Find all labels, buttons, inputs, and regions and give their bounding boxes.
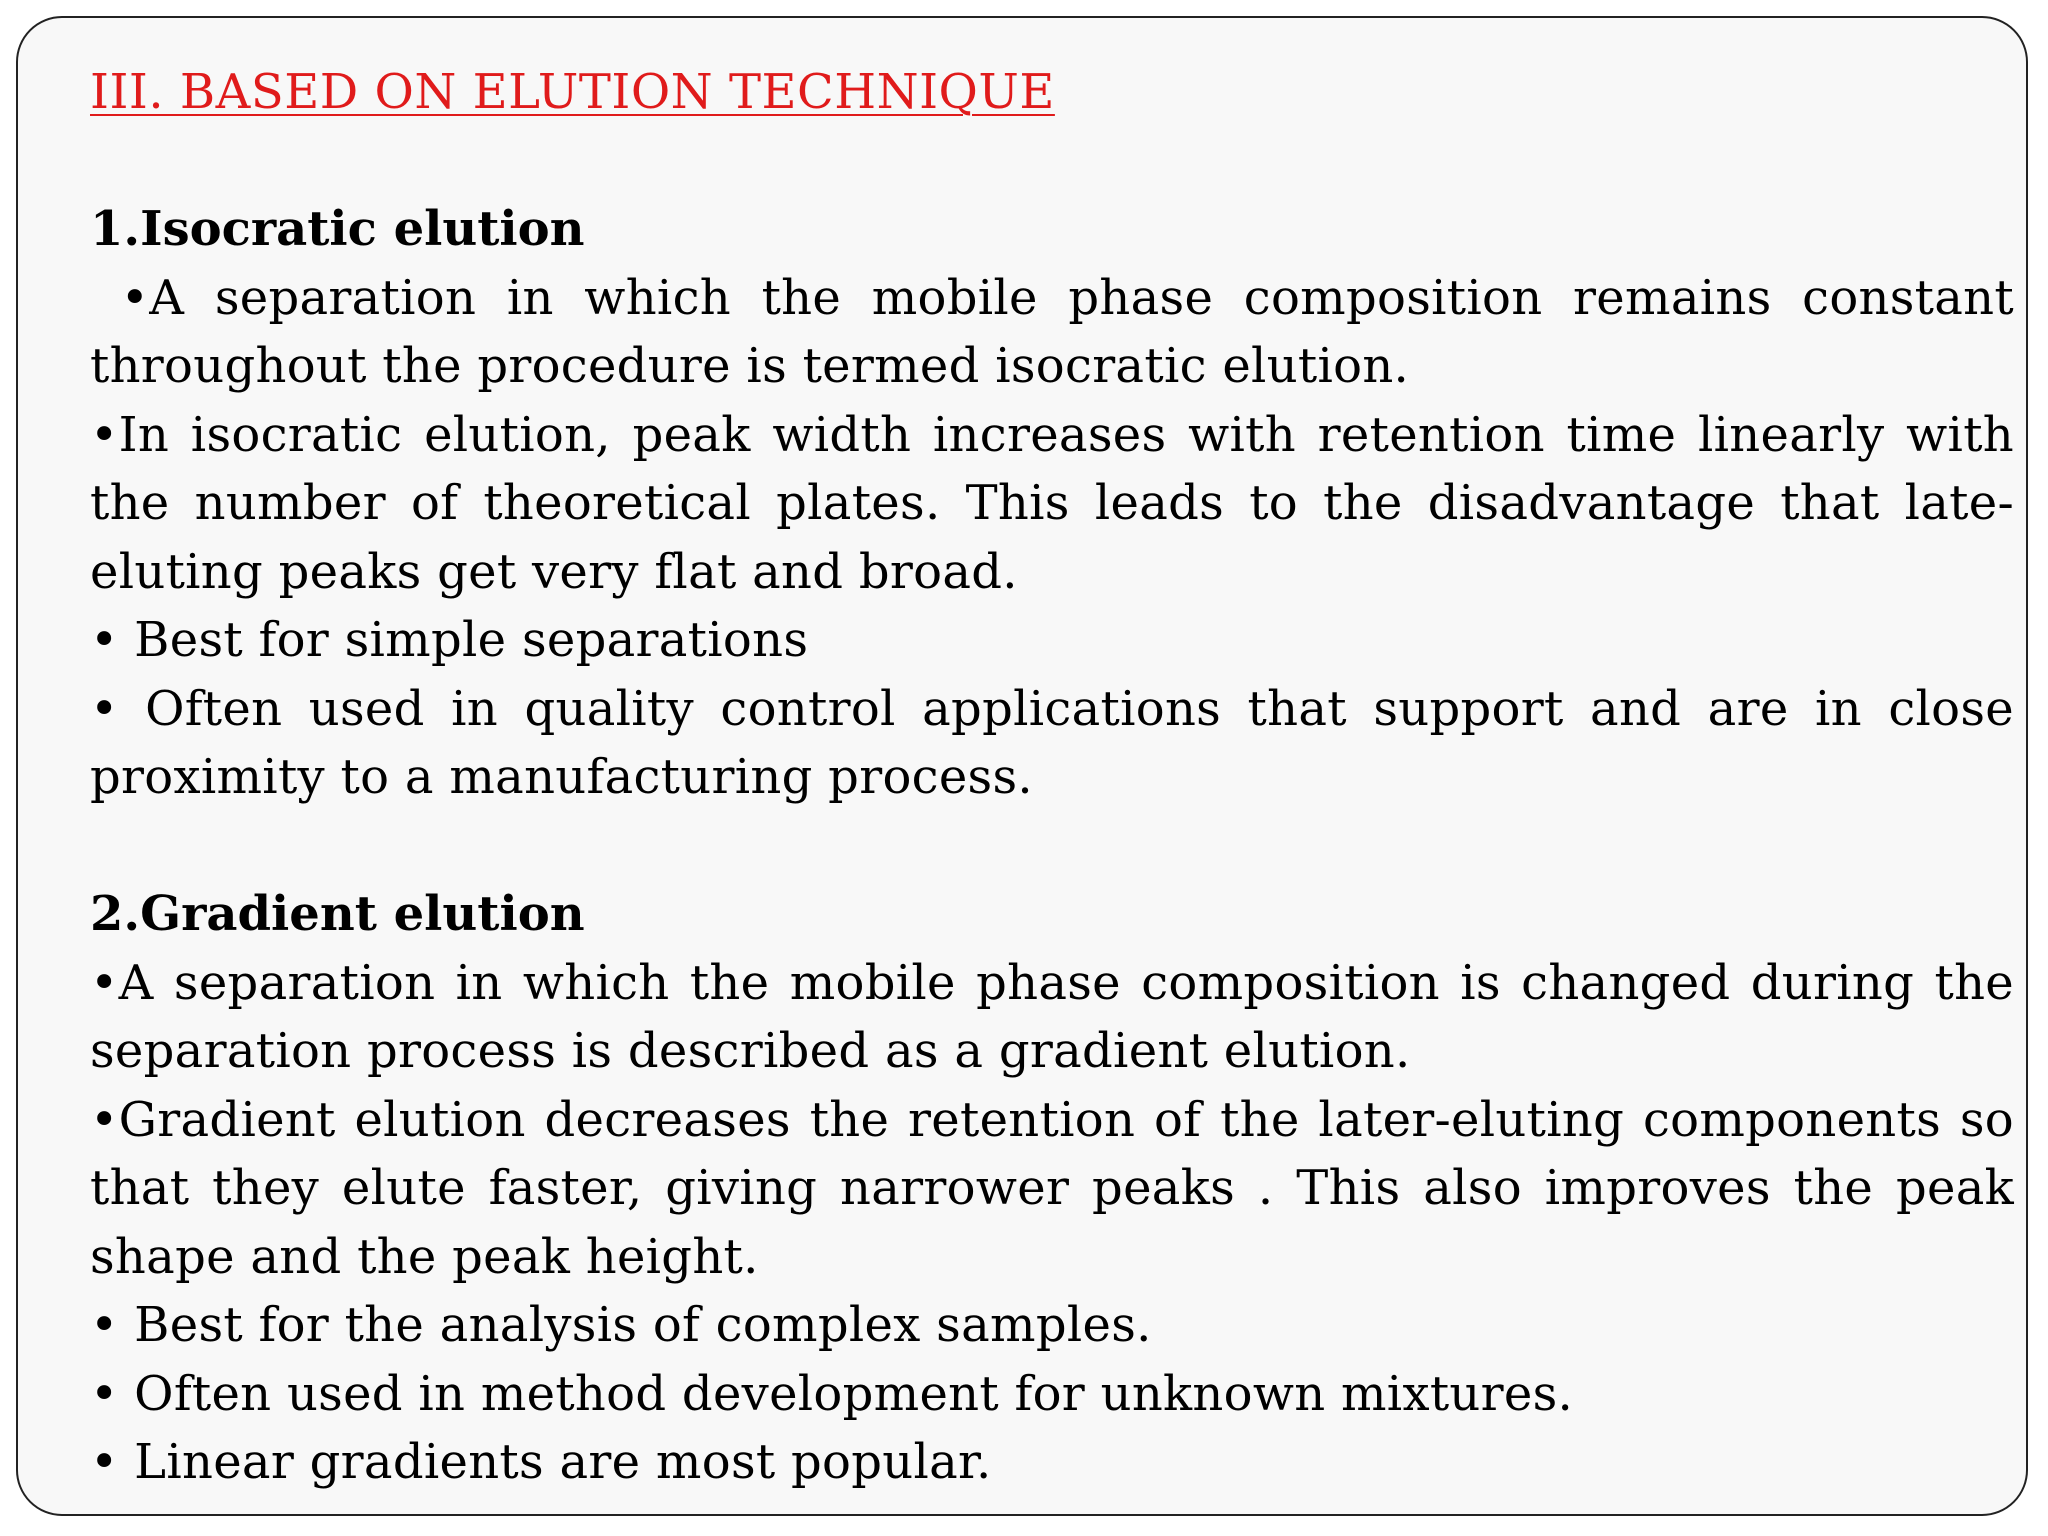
gradient-bullet-retention: •Gradient elution decreases the retention of the later-eluting components so that they elute faster, giving narrower peaks . This also improves the peak shape and the peak height.	[90, 1091, 2014, 1285]
gradient-heading: 2.Gradient elution	[90, 886, 585, 942]
isocratic-bullet-definition: •A separation in which the mobile phase composition remains constant throughout the procedure is termed isocratic elution.	[90, 269, 2030, 394]
spacer	[90, 812, 2014, 881]
isocratic-bullet-peak-width: •In isocratic elution, peak width increases with retention time linearly with the number of theoretical plates. This leads to the disadvantage that late-eluting peaks get very flat and broad.	[90, 406, 2014, 600]
gradient-bullet-best-for: • Best for the analysis of complex samples.	[90, 1297, 1152, 1353]
gradient-bullet-definition: •A separation in which the mobile phase composition is changed during the separation process is described as a gradient elution.	[90, 954, 2014, 1079]
isocratic-bullet-best-for: • Best for simple separations	[90, 612, 809, 668]
slide	[16, 16, 2028, 1516]
gradient-bullet-linear: • Linear gradients are most popular.	[90, 1434, 992, 1490]
isocratic-heading: 1.Isocratic elution	[90, 201, 585, 257]
spacer	[90, 127, 2014, 196]
isocratic-bullet-quality-control: • Often used in quality control applications that support and are in close proximity to a manufacturing process.	[90, 680, 2014, 805]
slide-content	[90, 58, 2030, 1497]
gradient-bullet-method-development: • Often used in method development for unknown mixtures.	[90, 1365, 1574, 1422]
section-heading: III. BASED ON ELUTION TECHNIQUE	[90, 64, 1055, 120]
